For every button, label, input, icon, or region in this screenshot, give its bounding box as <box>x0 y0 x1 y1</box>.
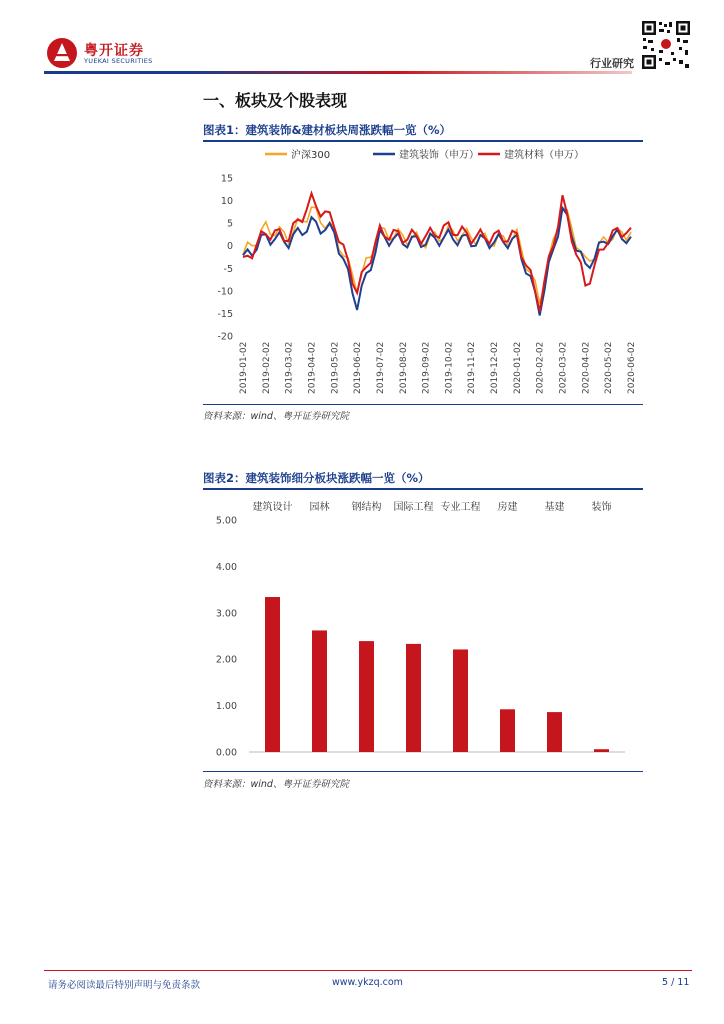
y-tick-label: 3.00 <box>215 608 237 620</box>
y-tick-label: 2.00 <box>215 654 237 666</box>
x-tick-label: 2019-04-02 <box>307 341 318 394</box>
footer-divider <box>44 970 692 971</box>
qr-code-icon <box>641 20 691 70</box>
x-tick-label: 2019-09-02 <box>421 341 432 394</box>
series-line <box>243 208 631 316</box>
category-label: 国际工程 <box>393 502 434 513</box>
brand-logo <box>44 36 164 70</box>
footer-disclaimer: 请务必阅读最后特别声明与免责条款 <box>48 980 201 991</box>
line-chart <box>203 142 643 404</box>
legend-label: 沪深300 <box>291 150 331 161</box>
figure2-bottom-rule <box>203 771 643 772</box>
x-tick-label: 2019-10-02 <box>444 341 455 394</box>
x-tick-label: 2019-03-02 <box>284 341 295 394</box>
y-tick-label: 0 <box>226 241 233 253</box>
figure2-source: 资料来源：wind、粤开证券研究院 <box>203 779 349 790</box>
bar <box>359 641 374 752</box>
x-tick-label: 2020-05-02 <box>604 341 615 394</box>
series-line <box>243 193 631 311</box>
x-tick-label: 2019-07-02 <box>375 341 386 394</box>
figure1-bottom-rule <box>203 404 643 405</box>
brand-name-cn: 粤开证券 <box>84 43 144 59</box>
y-tick-label: -15 <box>217 308 233 320</box>
x-tick-label: 2020-04-02 <box>581 341 592 394</box>
brand-name-en: YUEKAI SECURITIES <box>84 57 153 65</box>
x-tick-label: 2019-12-02 <box>490 341 501 394</box>
x-tick-label: 2019-06-02 <box>353 341 364 394</box>
category-label: 专业工程 <box>440 502 481 513</box>
y-tick-label: -10 <box>217 286 233 298</box>
category-label: 基建 <box>544 502 565 513</box>
x-tick-label: 2020-01-02 <box>512 341 523 394</box>
figure1-title: 图表1：建筑装饰&建材板块周涨跌幅一览（%） <box>203 123 452 137</box>
y-tick-label: 1.00 <box>215 701 237 713</box>
bar <box>312 630 327 752</box>
x-tick-label: 2020-06-02 <box>627 341 637 394</box>
category-label: 建筑设计 <box>252 502 293 513</box>
bar <box>406 644 421 752</box>
bar <box>547 712 562 752</box>
legend-label: 建筑装饰（申万） <box>399 150 479 161</box>
bar <box>500 709 515 752</box>
logo-icon <box>44 36 80 70</box>
x-tick-label: 2019-11-02 <box>467 341 478 394</box>
section-title: 一、板块及个股表现 <box>203 91 348 110</box>
y-tick-label: 10 <box>220 196 233 208</box>
bar <box>453 649 468 752</box>
report-category: 行业研究 <box>590 57 634 70</box>
footer-url[interactable]: www.ykzq.com <box>332 977 403 988</box>
bar-chart <box>203 490 643 770</box>
header-divider <box>44 71 632 74</box>
y-tick-label: 5.00 <box>215 515 237 527</box>
bar <box>265 597 280 752</box>
y-tick-label: -5 <box>223 263 233 275</box>
figure1-source: 资料来源：wind、粤开证券研究院 <box>203 411 349 422</box>
page-number: 5 / 11 <box>662 977 690 988</box>
figure2-title: 图表2：建筑装饰细分板块涨跌幅一览（%） <box>203 471 430 485</box>
category-label: 钢结构 <box>351 502 382 513</box>
category-label: 装饰 <box>591 502 612 513</box>
legend-label: 建筑材料（申万） <box>504 150 584 161</box>
x-tick-label: 2020-02-02 <box>535 341 546 394</box>
y-tick-label: 15 <box>220 173 233 185</box>
category-label: 房建 <box>497 502 518 513</box>
x-tick-label: 2019-05-02 <box>330 341 341 394</box>
category-label: 园林 <box>309 502 330 513</box>
bar <box>594 749 609 752</box>
x-tick-label: 2019-08-02 <box>398 341 409 394</box>
x-tick-label: 2019-01-02 <box>239 341 249 394</box>
y-tick-label: -20 <box>217 331 233 343</box>
x-tick-label: 2020-03-02 <box>558 341 569 394</box>
y-tick-label: 5 <box>226 218 233 230</box>
y-tick-label: 4.00 <box>215 561 237 573</box>
x-tick-label: 2019-02-02 <box>261 341 272 394</box>
y-tick-label: 0.00 <box>215 747 237 759</box>
